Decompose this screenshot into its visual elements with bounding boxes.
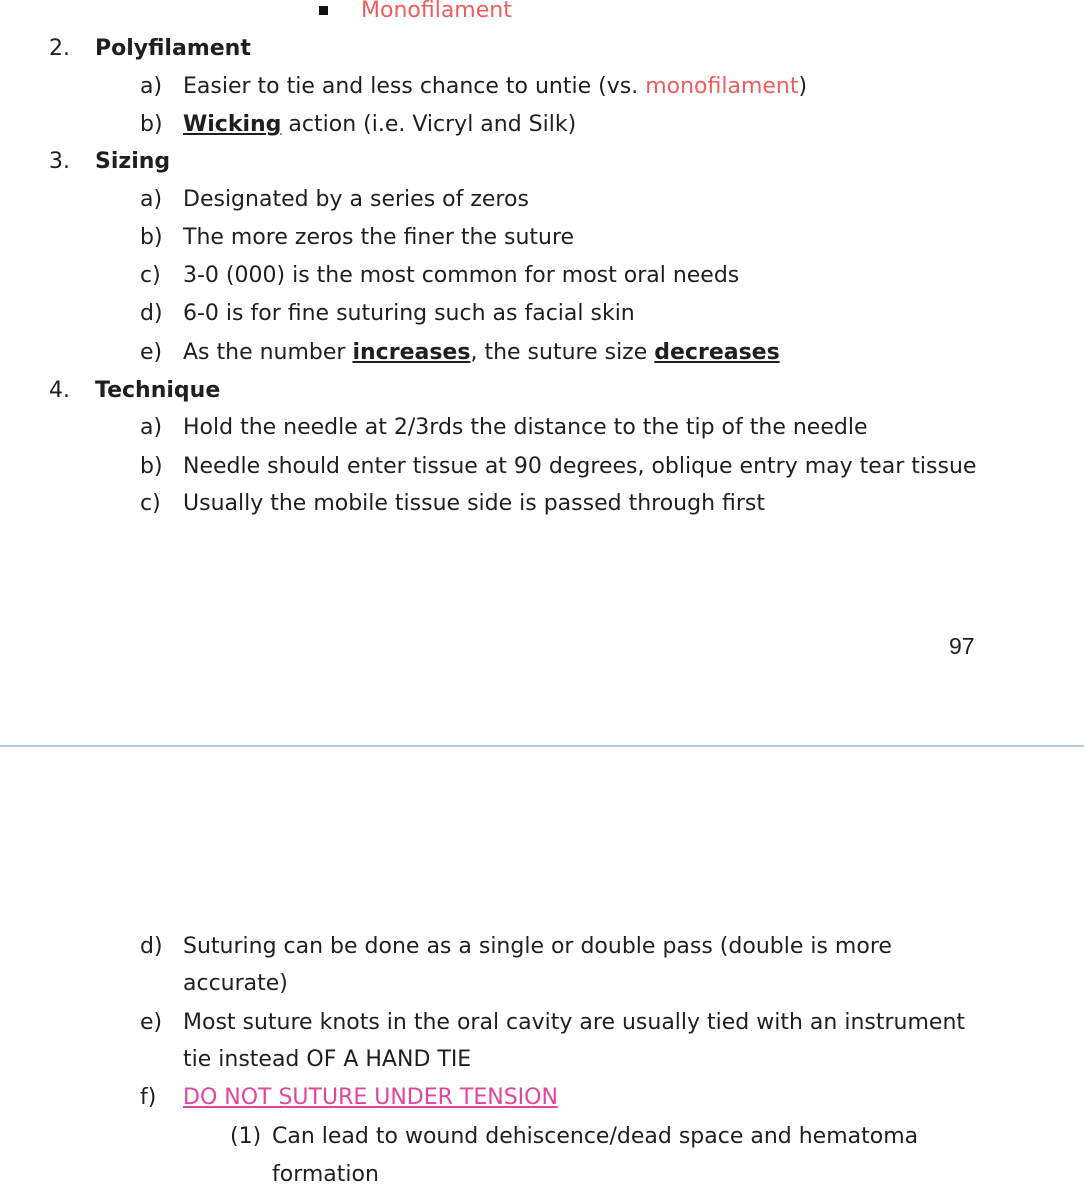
item-marker: a) xyxy=(140,187,163,212)
subitem-continuation: formation xyxy=(272,1162,379,1187)
highlight-text: monofilament xyxy=(645,74,799,99)
monofilament-bullet-text: Monofilament xyxy=(361,0,512,23)
list-item: Most suture knots in the oral cavity are usually tied with an instrument xyxy=(183,1010,966,1035)
item-marker: e) xyxy=(140,340,163,365)
item-marker: d) xyxy=(140,301,163,326)
section-number: 2. xyxy=(49,36,70,61)
page-number: 97 xyxy=(949,633,975,659)
item-text: Easier to tie and less chance to untie (vs. xyxy=(183,74,646,99)
item-marker: c) xyxy=(140,263,161,288)
item-marker: b) xyxy=(140,225,163,250)
section-number: 4. xyxy=(49,378,70,403)
list-item: Needle should enter tissue at 90 degrees, oblique entry may tear tissue xyxy=(183,454,977,479)
warning-text: DO NOT SUTURE UNDER TENSION xyxy=(183,1085,558,1110)
list-item: 6-0 is for fine suturing such as facial skin xyxy=(183,301,635,326)
list-item: Designated by a series of zeros xyxy=(183,187,529,212)
item-marker: a) xyxy=(140,415,163,440)
underlined-text: increases xyxy=(352,340,471,365)
square-bullet-icon xyxy=(319,6,328,15)
item-marker: b) xyxy=(140,454,163,479)
underlined-text: Wicking xyxy=(183,112,282,137)
item-marker: d) xyxy=(140,934,163,959)
item-text: As the number xyxy=(183,340,353,365)
list-item: Hold the needle at 2/3rds the distance to the tip of the needle xyxy=(183,415,868,440)
subitem-text: Can lead to wound dehiscence/dead space and hematoma xyxy=(272,1124,919,1149)
list-item: Usually the mobile tissue side is passed through first xyxy=(183,491,765,516)
item-marker: a) xyxy=(140,74,163,99)
list-item-continuation: accurate) xyxy=(183,971,288,996)
item-text: , the suture size xyxy=(470,340,655,365)
list-item xyxy=(183,73,807,101)
section-title-sizing: Sizing xyxy=(95,149,171,174)
page-break-divider xyxy=(0,745,1084,747)
item-marker: c) xyxy=(140,491,161,516)
list-item-continuation: tie instead OF A HAND TIE xyxy=(183,1047,472,1072)
item-text: ) xyxy=(798,74,808,99)
list-item xyxy=(183,111,576,139)
list-item: Suturing can be done as a single or double pass (double is more xyxy=(183,934,892,959)
section-title-polyfilament: Polyfilament xyxy=(95,36,251,61)
item-marker: b) xyxy=(140,112,163,137)
section-title-technique: Technique xyxy=(95,378,221,403)
list-item: 3-0 (000) is the most common for most oral needs xyxy=(183,263,740,288)
subitem-marker: (1) xyxy=(230,1124,262,1149)
item-text: action (i.e. Vicryl and Silk) xyxy=(281,112,577,137)
section-number: 3. xyxy=(49,149,70,174)
list-item xyxy=(183,339,780,367)
list-item: The more zeros the finer the suture xyxy=(183,225,575,250)
item-marker: f) xyxy=(140,1085,157,1110)
item-marker: e) xyxy=(140,1010,163,1035)
underlined-text: decreases xyxy=(654,340,780,365)
